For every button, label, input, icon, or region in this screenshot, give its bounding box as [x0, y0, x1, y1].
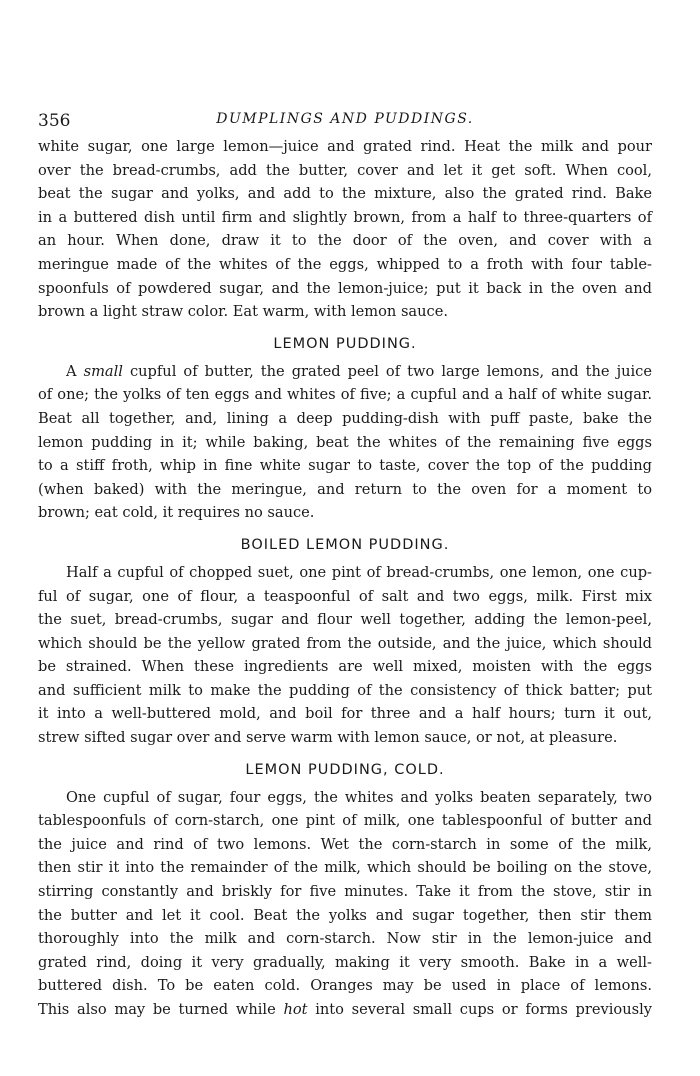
text-line: the butter and let it cool. Beat the yolks and sugar together, then stir them [38, 906, 652, 924]
text-line: beat the sugar and yolks, and add to the mixture, also the grated rind. Bake [38, 185, 652, 203]
text-line: meringue made of the whites of the eggs, whipped to a froth with four table- [38, 255, 652, 273]
text-line: the juice and rind of two lemons. Wet the corn-starch in some of the milk, [38, 835, 652, 853]
text-line: tablespoonfuls of corn-starch, one pint of milk, one tablespoonful of butter and [38, 812, 652, 830]
text-line: over the bread-crumbs, add the butter, cover and let it get soft. When cool, [38, 161, 652, 179]
book-page [38, 105, 652, 1022]
text-line: brown a light straw color. Eat warm, with lemon sauce. [38, 303, 448, 321]
text-line: Beat all together, and, lining a deep pudding-dish with puff paste, bake the [38, 409, 652, 427]
text-run: A [66, 362, 84, 380]
text-line: Half a cupful of chopped suet, one pint of bread-crumbs, one lemon, one cup- [66, 563, 652, 581]
running-title: DUMPLINGS AND PUDDINGS. [216, 111, 474, 127]
text-line: of one; the yolks of ten eggs and whites of five; a cupful and a half of white sugar. [38, 386, 652, 404]
text-line: then stir it into the remainder of the milk, which should be boiling on the stove, [38, 859, 652, 877]
running-head [38, 105, 652, 135]
text-line: buttered dish. To be eaten cold. Oranges may be used in place of lemons. [38, 977, 652, 995]
text-line: grated rind, doing it very gradually, making it very smooth. Bake in a well- [38, 953, 652, 971]
text-line: which should be the yellow grated from the outside, and the juice, which should [38, 634, 652, 652]
text-line: spoonfuls of powdered sugar, and the lemon-juice; put it back in the oven and [38, 279, 652, 297]
text-line: in a buttered dish until firm and slightly brown, from a half to three-quarters of [38, 208, 652, 226]
recipe-title-boiled-lemon-pudding: BOILED LEMON PUDDING. [240, 536, 450, 553]
text-line: ful of sugar, one of flour, a teaspoonful of salt and two eggs, milk. First mix [38, 587, 652, 605]
text-run: cupful of butter, the grated peel of two large lemons, and the juice [122, 362, 652, 380]
recipe-title-lemon-pudding: LEMON PUDDING. [273, 335, 417, 352]
continuation-paragraph [38, 135, 652, 324]
text-line [38, 998, 652, 1022]
text-line: to a stiff froth, whip in fine white sugar to taste, cover the top of the pudding [38, 457, 652, 475]
text-line: an hour. When done, draw it to the door of the oven, and cover with a [38, 232, 652, 250]
text-line: it into a well-buttered mold, and boil for three and a half hours; turn it out, [38, 705, 652, 723]
recipe-body-lemon-pudding-cold [38, 786, 652, 1022]
recipe-body-boiled-lemon-pudding [38, 561, 652, 750]
text-line: brown; eat cold, it requires no sauce. [38, 504, 315, 522]
text-line: strew sifted sugar over and serve warm with lemon sauce, or not, at pleasure. [38, 729, 618, 747]
text-line: be strained. When these ingredients are well mixed, moisten with the eggs [38, 658, 652, 676]
emphasis-text: hot [283, 1001, 308, 1018]
text-line [38, 360, 652, 384]
page-number: 356 [38, 111, 71, 131]
text-run: This also may be turned while [38, 1001, 284, 1018]
text-line: thoroughly into the milk and corn-starch. Now stir in the lemon-juice and [38, 930, 652, 948]
text-line: One cupful of sugar, four eggs, the whites and yolks beaten separately, two [66, 788, 652, 806]
text-line: the suet, bread-crumbs, sugar and flour well together, adding the lemon-peel, [38, 611, 652, 629]
text-line: (when baked) with the meringue, and return to the oven for a moment to [38, 480, 652, 498]
text-line: and sufficient milk to make the pudding of the consistency of thick batter; put [38, 681, 652, 699]
recipe-title-lemon-pudding-cold: LEMON PUDDING, COLD. [245, 761, 445, 778]
text-line: lemon pudding in it; while baking, beat the whites of the remaining five eggs [38, 433, 652, 451]
emphasis-text: small [83, 362, 123, 380]
recipe-body-lemon-pudding [38, 360, 652, 525]
text-line: stirring constantly and briskly for five minutes. Take it from the stove, stir in [38, 883, 652, 901]
text-run: into several small cups or forms previously [307, 1001, 653, 1018]
text-line: white sugar, one large lemon—juice and grated rind. Heat the milk and pour [38, 138, 652, 155]
